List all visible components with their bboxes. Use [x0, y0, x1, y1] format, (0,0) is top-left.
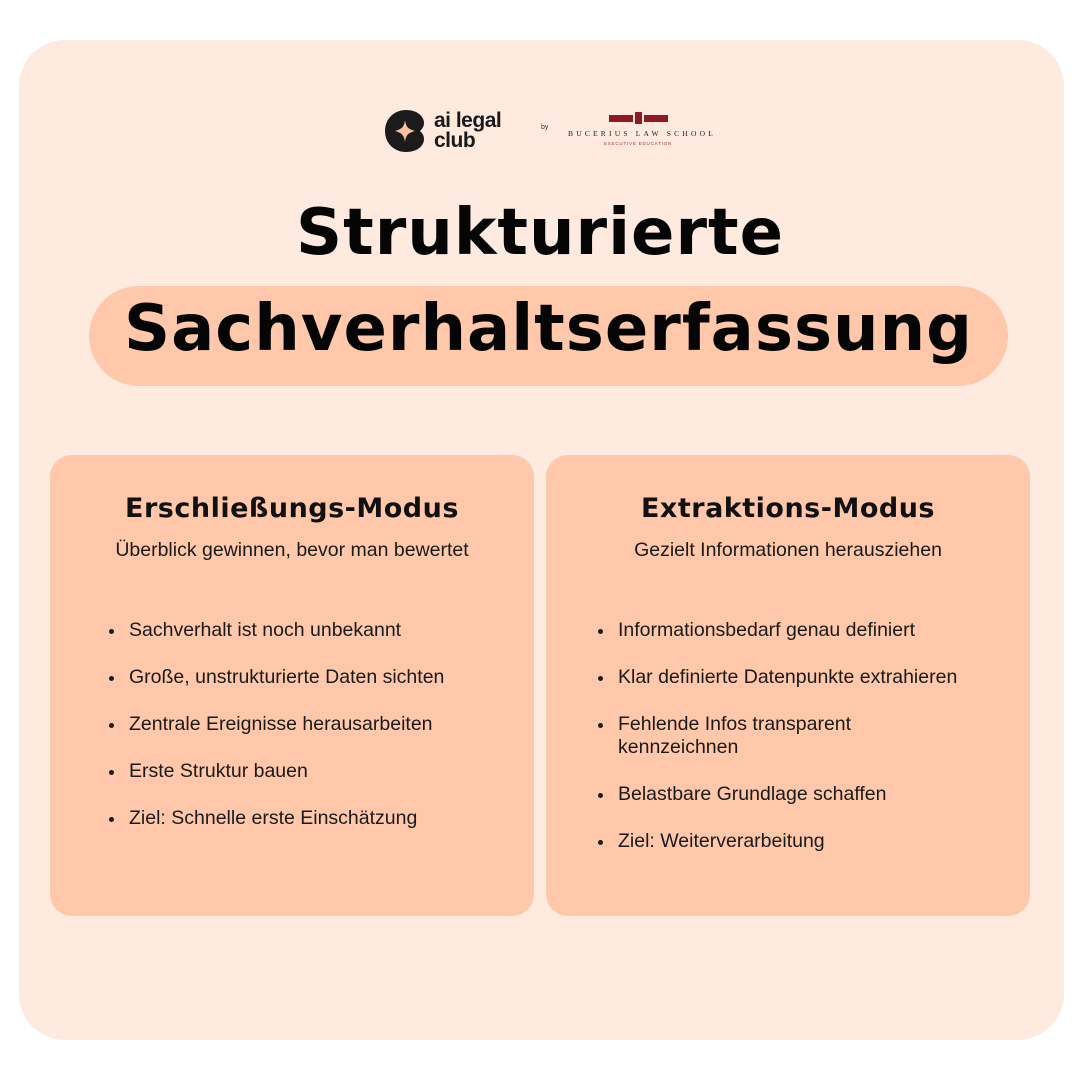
page-title-line-2: Sachverhaltserfassung	[124, 292, 973, 366]
page-title-line-1: Strukturierte	[296, 196, 784, 270]
partner-subtitle: EXECUTIVE EDUCATION	[603, 141, 673, 146]
list-item: Große, unstrukturierte Daten sichten	[107, 666, 514, 689]
list-item: Belastbare Grundlage schaffen	[596, 783, 970, 806]
partner-name: BUCERIUS LAW SCHOOL	[568, 129, 716, 138]
mode-bullet-list	[596, 619, 970, 877]
list-item: Zentrale Ereignisse herausarbeiten	[107, 713, 514, 736]
mode-card-extraktion	[546, 455, 1030, 916]
mode-heading: Erschließungs-Modus	[125, 493, 459, 524]
mode-subtitle: Gezielt Informationen herausziehen	[634, 539, 942, 561]
bucerius-emblem-icon	[568, 112, 708, 124]
bucerius-law-school-logo	[568, 112, 716, 146]
list-item: Ziel: Schnelle erste Einschätzung	[107, 807, 514, 830]
list-item: Informationsbedarf genau definiert	[596, 619, 970, 642]
ai-legal-club-star-icon	[384, 109, 428, 153]
mode-subtitle: Überblick gewinnen, bevor man bewertet	[115, 539, 469, 561]
list-item: Ziel: Weiterverarbeitung	[596, 830, 970, 853]
by-label: by	[541, 124, 549, 131]
brand-line-2: club	[434, 129, 476, 152]
brand-line-1: ai legal	[434, 109, 502, 132]
ai-legal-club-logo	[384, 106, 501, 156]
list-item: Erste Struktur bauen	[107, 760, 514, 783]
mode-card-erschliessung	[50, 455, 534, 916]
mode-heading: Extraktions-Modus	[640, 493, 935, 524]
list-item: Klar definierte Datenpunkte extrahieren	[596, 666, 970, 689]
mode-bullet-list	[107, 619, 514, 854]
ai-legal-club-wordmark	[434, 111, 501, 151]
list-item: Sachverhalt ist noch unbekannt	[107, 619, 514, 642]
list-item: Fehlende Infos transparent kennzeichnen	[596, 713, 970, 759]
